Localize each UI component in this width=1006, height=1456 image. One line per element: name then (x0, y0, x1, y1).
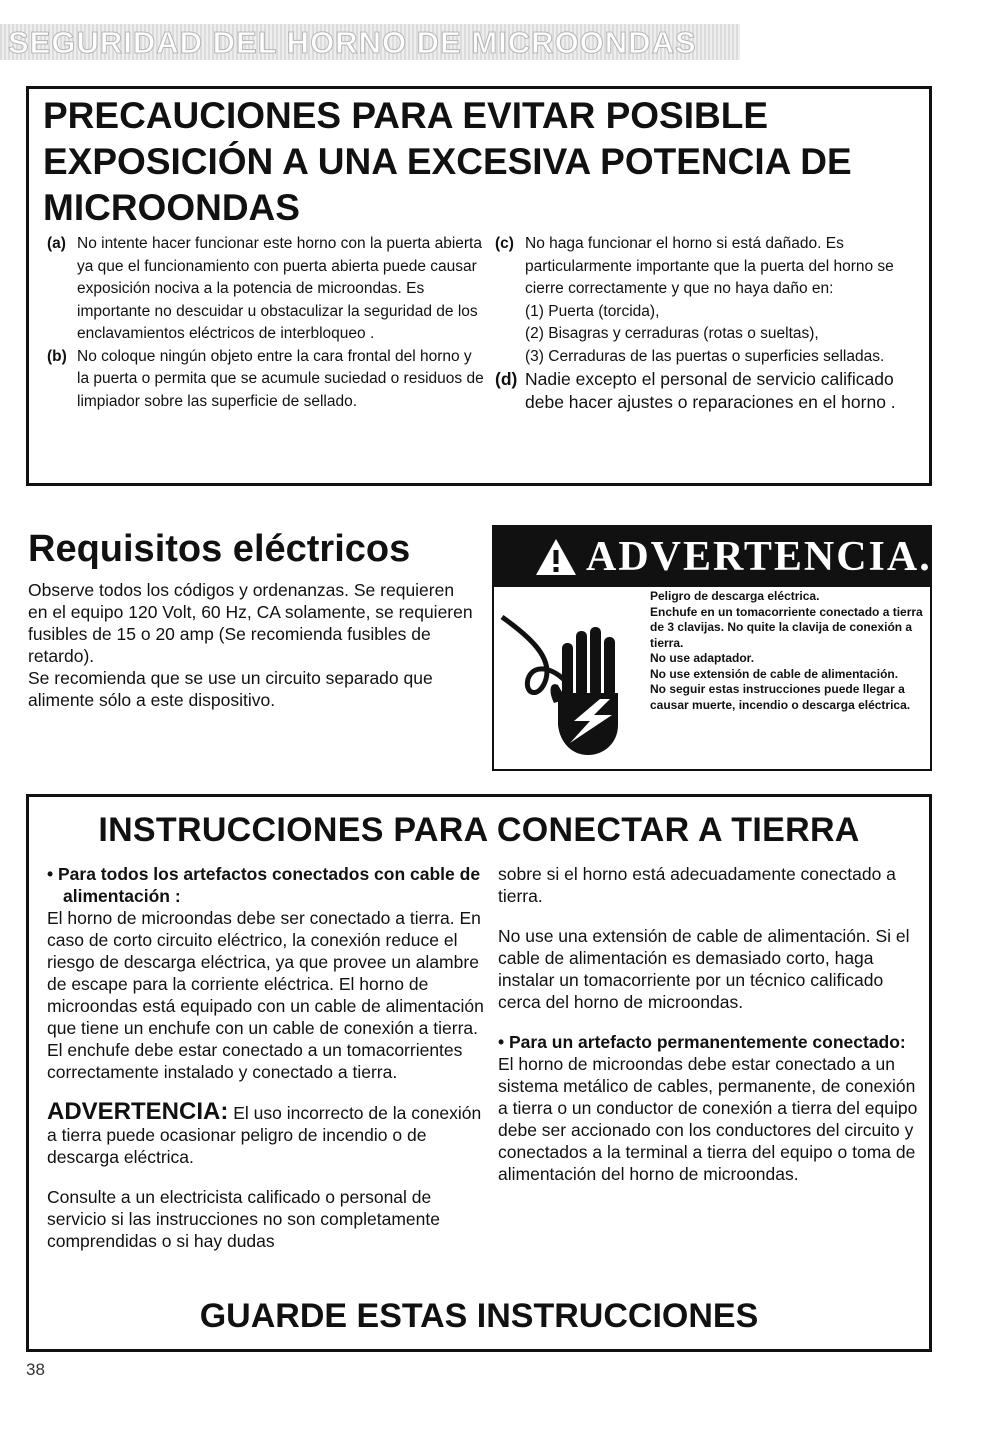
instrucciones-paragraph: Consulte a un electricista calificado o personal de servicio si las instrucciones no son completamente comprendidas o si hay dudas (47, 1187, 440, 1251)
precaucion-item-d (495, 368, 925, 414)
item-tag: (c) (495, 235, 514, 252)
precaucion-item-b (47, 346, 487, 414)
item-text: No intente hacer funcionar este horno con la puerta abierta ya que el funcionamiento con puerta abierta puede causar exposición nociva a la potencia de microondas. Es importante no descuidar u obstaculizar la seguridad de los enclavamientos eléctricos de interbloqueo . (77, 235, 482, 342)
item-subpoint: (3) Cerraduras de las puertas o superficies selladas. (525, 347, 885, 365)
requisitos-paragraph: Observe todos los códigos y ordenanzas. Se requieren en el equipo 120 Volt, 60 Hz, CA solamente, se requieren fusibles de 15 o 20 amp (Se recomienda fusibles de retardo). (28, 580, 473, 666)
item-tag: (d) (495, 369, 518, 389)
guarde-instrucciones-title: GUARDE ESTAS INSTRUCCIONES (199, 1297, 759, 1335)
item-subpoint: (2) Bisagras y cerraduras (rotas o sueltas), (525, 325, 819, 342)
instrucciones-title: INSTRUCCIONES PARA CONECTAR A TIERRA (98, 811, 860, 849)
electric-shock-hand-icon (500, 607, 646, 757)
precauciones-title: PRECAUCIONES PARA EVITAR POSIBLE EXPOSICIÓN A UNA EXCESIVA POTENCIA DE MICROONDAS (43, 95, 852, 228)
advertencia-line: No use adaptador. (650, 651, 755, 665)
precaucion-item-a (47, 233, 487, 346)
precauciones-box (26, 86, 932, 486)
advertencia-header-text: ADVERTENCIA. (586, 534, 932, 580)
instrucciones-paragraph: El horno de microondas debe estar conectado a un sistema metálico de cables, permanente, de conexión a tierra o un conductor de conexión a tierra del equipo debe ser accionado con los conductores del circuito y conectados a la terminal a tierra del equipo o toma de alimentación del horno de microondas. (498, 1054, 918, 1184)
section-banner-title: SEGURIDAD DEL HORNO DE MICROONDAS (8, 25, 697, 60)
requisitos-title: Requisitos eléctricos (28, 528, 411, 570)
requisitos-paragraph: Se recomienda que se use un circuito separado que alimente sólo a este dispositivo. (28, 668, 433, 710)
advertencia-header (494, 527, 930, 587)
precaucion-item-c (495, 233, 925, 368)
precauciones-list-left (47, 233, 487, 413)
instrucciones-column-right (498, 863, 918, 1185)
instrucciones-box (26, 794, 932, 1352)
warning-triangle-icon (534, 537, 578, 577)
advertencia-line: No seguir estas instrucciones puede llegar a causar muerte, incendio o descarga eléctrica. (650, 682, 911, 712)
item-text: No haga funcionar el horno si está dañado. Es particularmente importante que la puerta del horno se cierre correctamente y que no haya daño en: (525, 235, 894, 297)
instrucciones-subheading: • Para todos los artefactos conectados con cable de alimentación : (47, 864, 481, 906)
advertencia-line: No use extensión de cable de alimentación. (650, 666, 899, 681)
requisitos-body (28, 579, 478, 711)
advertencia-box (492, 525, 932, 771)
advertencia-paragraph (47, 1098, 493, 1168)
advertencia-text: El uso incorrecto de la conexión a tierra puede ocasionar peligro de incendio o de descarga eléctrica. (47, 1103, 482, 1167)
advertencia-line: Enchufe en un tomacorriente conectado a tierra de 3 clavijas. No quite la clavija de conexión a tierra. (650, 604, 923, 650)
advertencia-lines (650, 589, 926, 713)
item-tag: (b) (47, 347, 67, 365)
instrucciones-paragraph: sobre si el horno está adecuadamente conectado a tierra. (498, 864, 896, 906)
advertencia-label: ADVERTENCIA: (47, 1098, 229, 1125)
instrucciones-subheading: • Para un artefacto permanentemente conectado: (498, 1032, 906, 1052)
item-text: Nadie excepto el personal de servicio calificado debe hacer ajustes o reparaciones en el horno . (525, 369, 896, 412)
page-number: 38 (26, 1360, 45, 1379)
precauciones-list-right (495, 233, 925, 414)
item-tag: (a) (47, 235, 66, 252)
advertencia-line: Peligro de descarga eléctrica. (650, 589, 820, 603)
instrucciones-paragraph: No use una extensión de cable de alimentación. Si el cable de alimentación es demasiado corto, haga instalar un tomacorriente por un técnico calificado cerca del horno de microondas. (498, 926, 910, 1012)
instrucciones-paragraph: El horno de microondas debe ser conectado a tierra. En caso de corto circuito eléctrico, la conexión reduce el riesgo de descarga eléctrica, ya que provee un alambre de escape para la corriente eléctrica. El horno de microondas está equipado con un cable de alimentación que tiene un enchufe con un cable de conexión a tierra. El enchufe debe estar conectado a un tomacorrientes correctamente instalado y conectado a tierra. (47, 908, 484, 1082)
instrucciones-column-left (47, 863, 493, 1252)
item-text: No coloque ningún objeto entre la cara frontal del horno y la puerta o permita que se acumule suciedad o residuos de limpiador sobre las superficie de sellado. (77, 347, 484, 410)
item-subpoint: (1) Puerta (torcida), (525, 302, 660, 320)
